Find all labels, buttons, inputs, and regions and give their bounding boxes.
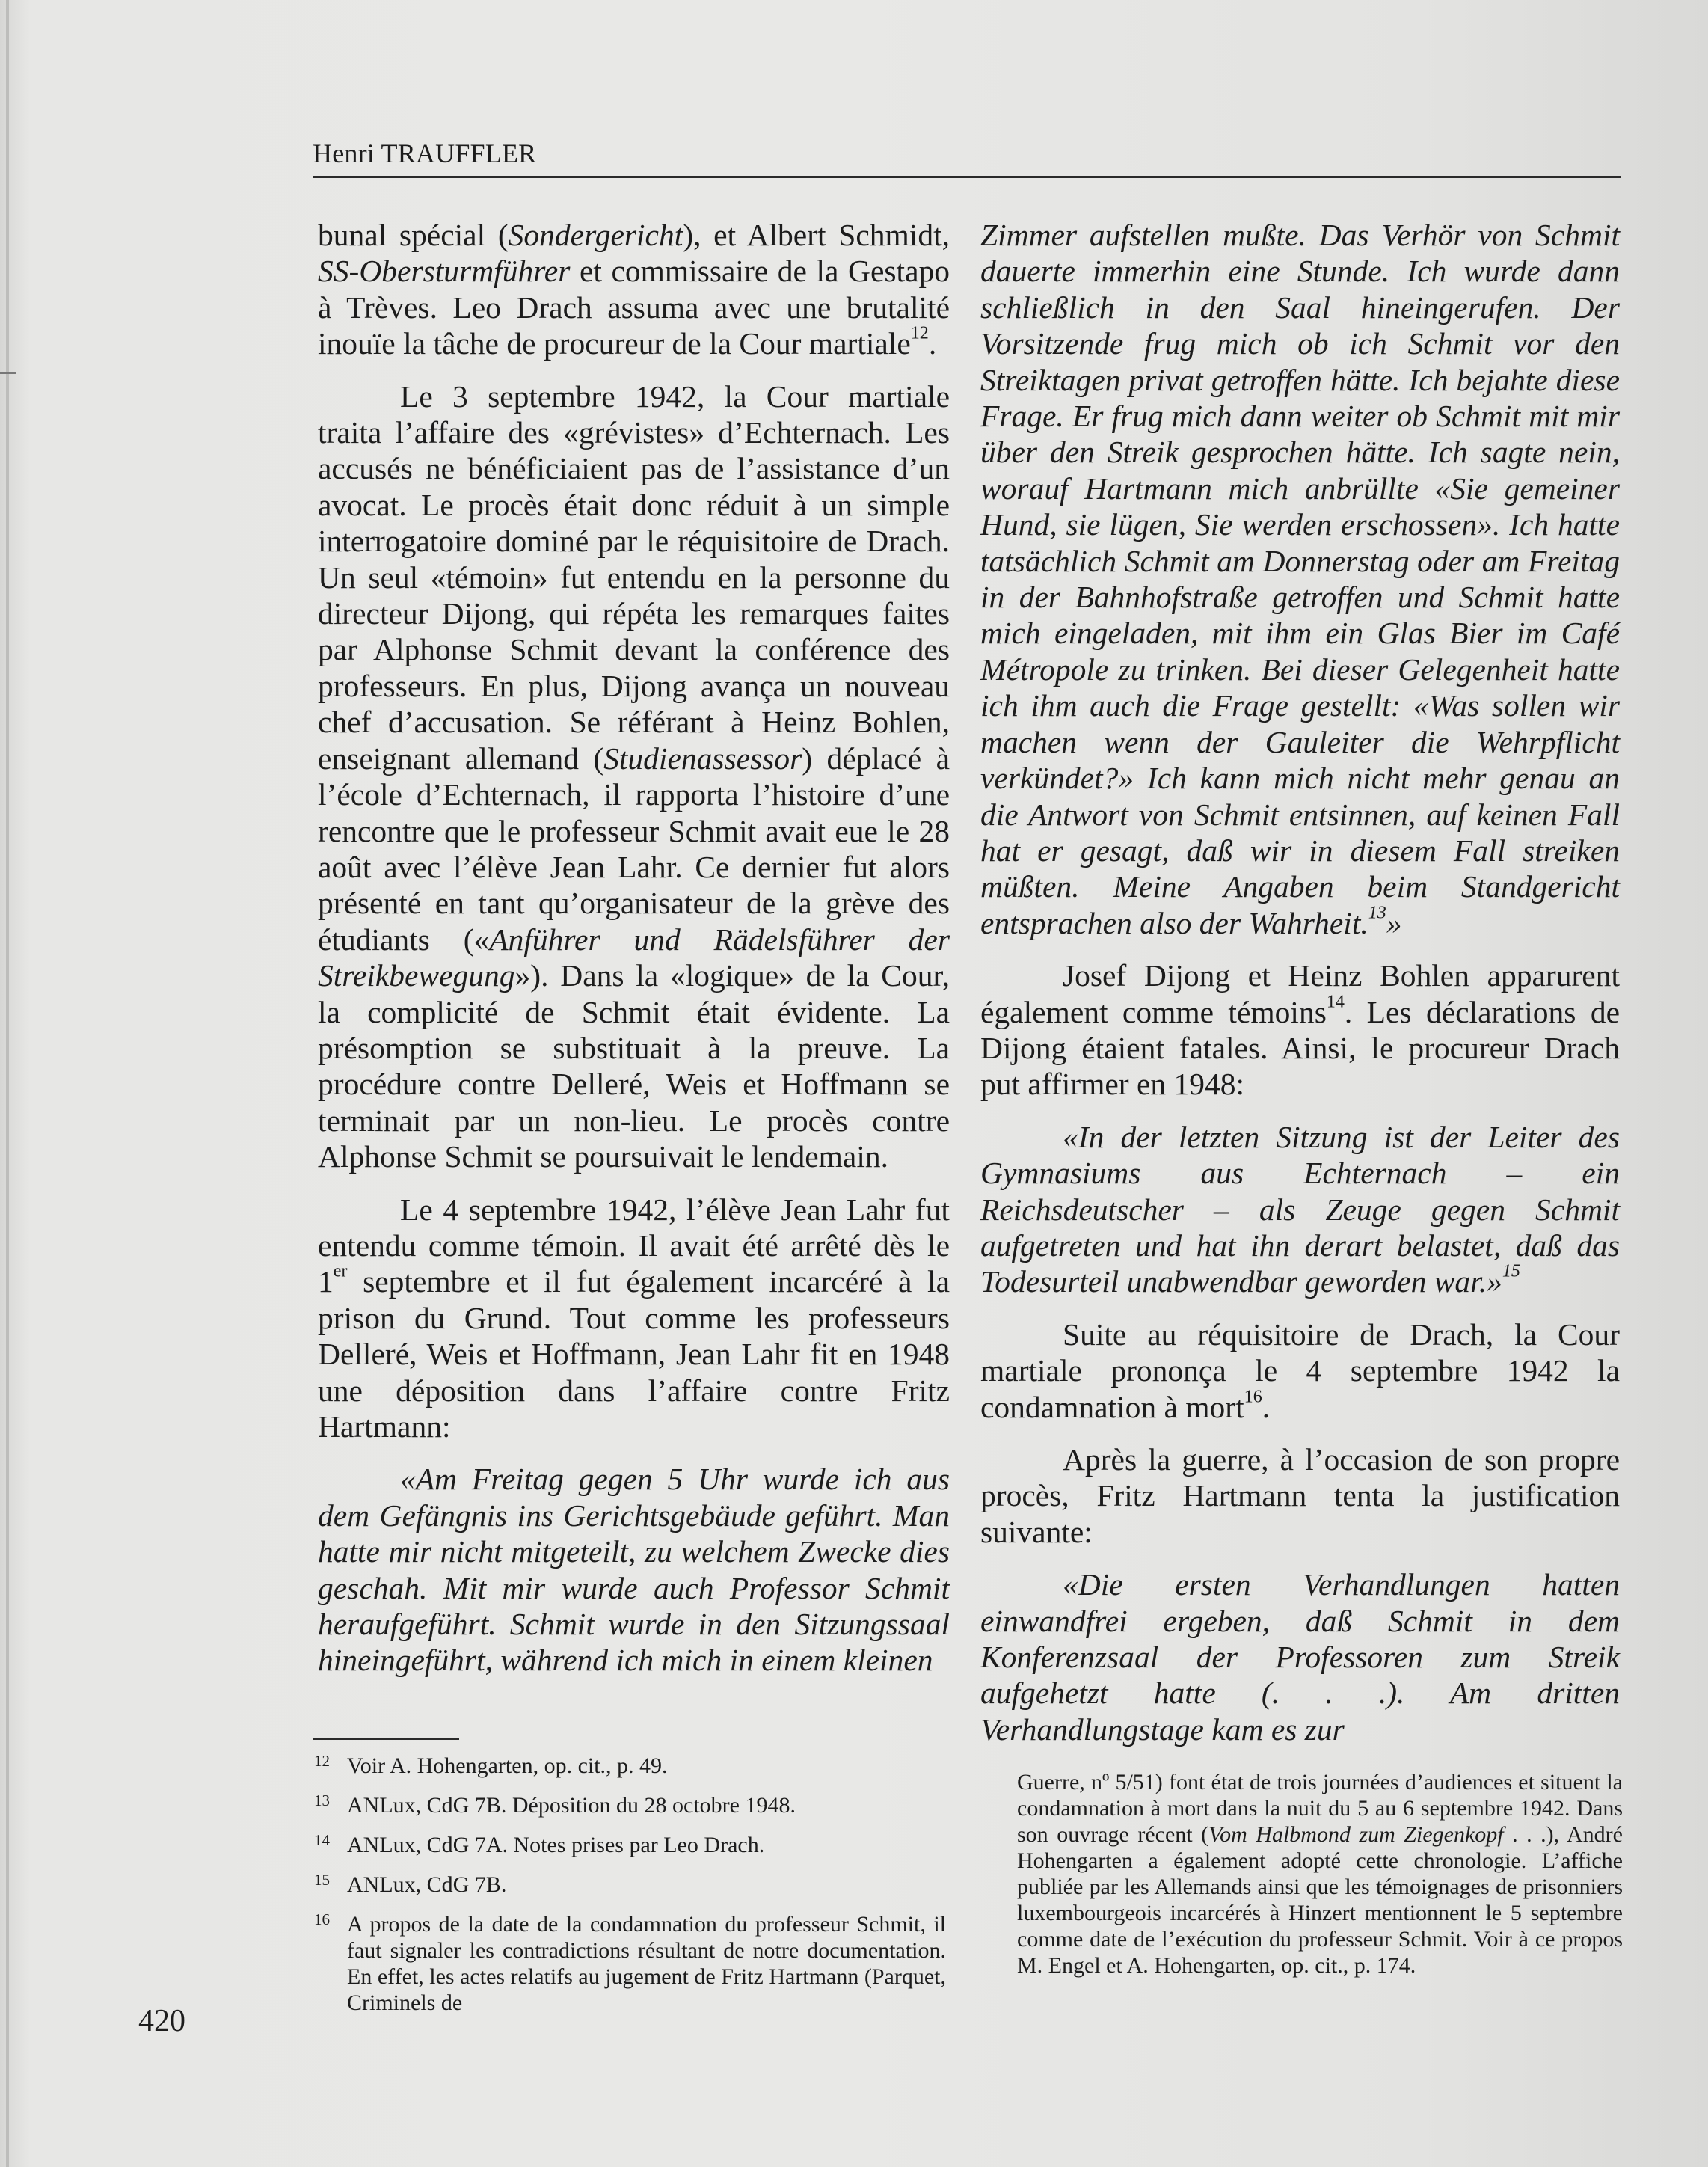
- footnote-16: 16 A propos de la date de la condamnation du professeur Schmit, il faut signaler les contradictions résultant de notre documentation. En effet, les actes relatifs au jugement de Fritz Hartmann (Parquet, Criminels de: [314, 1910, 946, 2015]
- footnote-13: 13 ANLux, CdG 7B. Déposition du 28 octobre 1948.: [314, 1791, 796, 1818]
- paragraph-5: Suite au réquisitoire de Drach, la Cour martiale prononça le 4 septembre 1942 la condamnation à mort$^{16}$.: [980, 1317, 1620, 1424]
- right-column: [980, 217, 1620, 1747]
- footnote-ref-16[interactable]: 16: [1244, 1387, 1262, 1407]
- footnote-16-continued: Guerre, nº 5/51) font état de trois journées d’audiences et situent la condamnation à mort dans la nuit du 5 au 6 septembre 1942. Dans son ouvrage récent (Vom Halbmond zum Ziegenkopf . . .), André Hohengarten a également adopté cette chronologie. L’affiche publiée par les Allemands ainsi que les témoignages de prisonniers luxembourgeois incarcérés à Hinzert mentionnent le 5 septembre comme date de l’exécution du professeur Schmit. Voir à ce propos M. Engel et A. Hohengarten, op. cit., p. 174.: [1017, 1770, 1623, 1978]
- footnote-12: 12 Voir A. Hohengarten, op. cit., p. 49.: [314, 1752, 668, 1778]
- paragraph-1: bunal spécial (Sondergericht), et Albert Schmidt, SS-Obersturmführer et commissaire de la Gestapo à Trèves. Leo Drach assuma avec une brutalité inouïe la tâche de procureur de la Cour martiale$^{12}$.: [318, 218, 950, 361]
- footnote-14: 14 ANLux, CdG 7A. Notes prises par Leo Drach.: [314, 1831, 765, 1857]
- page-binding-edge: [6, 0, 9, 2167]
- running-head: Henri TRAUFFLER: [313, 138, 537, 168]
- footnote-ref-14[interactable]: 14: [1326, 992, 1345, 1012]
- left-column: [318, 217, 950, 1679]
- paragraph-2: Le 3 septembre 1942, la Cour martiale traita l’affaire des «grévistes» d’Echternach. Les accusés ne bénéficiaient pas de l’assistance d’un avocat. Le procès était donc réduit à un simple interrogatoire dominé par le réquisitoire de Drach. Un seul «témoin» fut entendu en la personne du directeur Dijong, qui répéta les remarques faites par Alphonse Schmit devant la conférence des professeurs. En plus, Dijong avança un nouveau chef d’accusation. Se référant à Heinz Bohlen, enseignant allemand (Studienassessor) déplacé à l’école d’Echternach, il rapporta l’histoire d’une rencontre que le professeur Schmit avait eue le 28 août avec l’élève Jean Lahr. Ce dernier fut alors présenté en tant qu’organisateur de la grève des étudiants («Anführer und Rädelsführer der Streikbewegung»). Dans la «logique» de la Cour, la complicité de Schmit était évidente. La présomption se substituait à la preuve. La procédure contre Delleré, Weis et Hoffmann se terminait par un non-lieu. Le procès contre Alphonse Schmit se poursuivait le lendemain.: [318, 378, 950, 1174]
- footnote-15: 15 ANLux, CdG 7B.: [314, 1871, 507, 1897]
- footnote-ref-12[interactable]: 12: [910, 323, 929, 343]
- quote-lahr-start: «Am Freitag gegen 5 Uhr wurde ich aus dem Gefängnis ins Gerichtsgebäude geführt. Man hatte mir nicht mitgeteilt, zu welchem Zwecke dies geschah. Mit mir wurde auch Professor Schmit heraufgeführt. Schmit wurde in den Sitzungssaal hineingeführt, während ich mich in einem kleinen: [318, 1462, 950, 1678]
- quote-drach: «In der letzten Sitzung ist der Leiter des Gymnasiums aus Echternach – ein Reichsdeutscher – als Zeuge gegen Schmit aufgetreten und hat ihn derart belastet, daß das Todesurteil unabwendbar geworden war.»$^{15}$: [980, 1119, 1620, 1299]
- footnote-ref-13[interactable]: 13: [1368, 903, 1386, 923]
- paragraph-4: Josef Dijong et Heinz Bohlen apparurent également comme témoins$^{14}$. Les déclarations de Dijong étaient fatales. Ainsi, le procureur Drach put affirmer en 1948:: [980, 958, 1621, 1102]
- footnote-ref-15[interactable]: 15: [1502, 1261, 1520, 1281]
- quote-lahr-end: Zimmer aufstellen mußte. Das Verhör von Schmit dauerte immerhin eine Stunde. Ich wurde dann schließlich in den Saal hineingerufen. Der Vorsitzende frug mich ob ich Schmit vor den Streiktagen privat getroffen hätte. Ich bejahte diese Frage. Er frug mich dann weiter ob Schmit mit mir über den Streik gesprochen hätte. Ich sagte nein, worauf Hartmann mich anbrüllte «Sie gemeiner Hund, sie lügen, Sie werden erschossen». Ich hatte tatsächlich Schmit am Donnerstag oder am Freitag in der Bahnhofstraße getroffen und Schmit hatte mich eingeladen, mit ihm ein Glas Bier im Café Métropole zu trinken. Bei dieser Gelegenheit hatte ich ihm auch die Frage gestellt: «Was sollen wir machen wenn der Gauleiter die Wehrpflicht verkündet?» Ich kann mich nicht mehr genau an die Antwort von Schmit entsinnen, auf keinen Fall hat er gesagt, daß wir in diesem Fall streiken müßten. Meine Angaben beim Standgericht entsprachen also der Wahrheit.$^{13}$»: [980, 218, 1620, 940]
- paragraph-6: Après la guerre, à l’occasion de son propre procès, Fritz Hartmann tenta la justification suivante:: [980, 1442, 1620, 1549]
- footnote-rule: [313, 1738, 459, 1740]
- quote-hartmann-start: «Die ersten Verhandlungen hatten einwandfrei ergeben, daß Schmit in dem Konferenzsaal der Professoren zum Streik aufgehetzt hatte (. . .). Am dritten Verhandlungstage kam es zur: [980, 1567, 1620, 1747]
- footnotes-left: [314, 1753, 946, 2029]
- page-number: 420: [138, 2004, 185, 2038]
- paragraph-3: Le 4 septembre 1942, l’élève Jean Lahr fut entendu comme témoin. Il avait été arrêté dès le 1er septembre et il fut également incarcéré à la prison du Grund. Tout comme les professeurs Delleré, Weis et Hoffmann, Jean Lahr fit en 1948 une déposition dans l’affaire contre Fritz Hartmann:: [318, 1192, 950, 1444]
- header-rule: [313, 176, 1621, 178]
- binding-mark: [0, 372, 16, 374]
